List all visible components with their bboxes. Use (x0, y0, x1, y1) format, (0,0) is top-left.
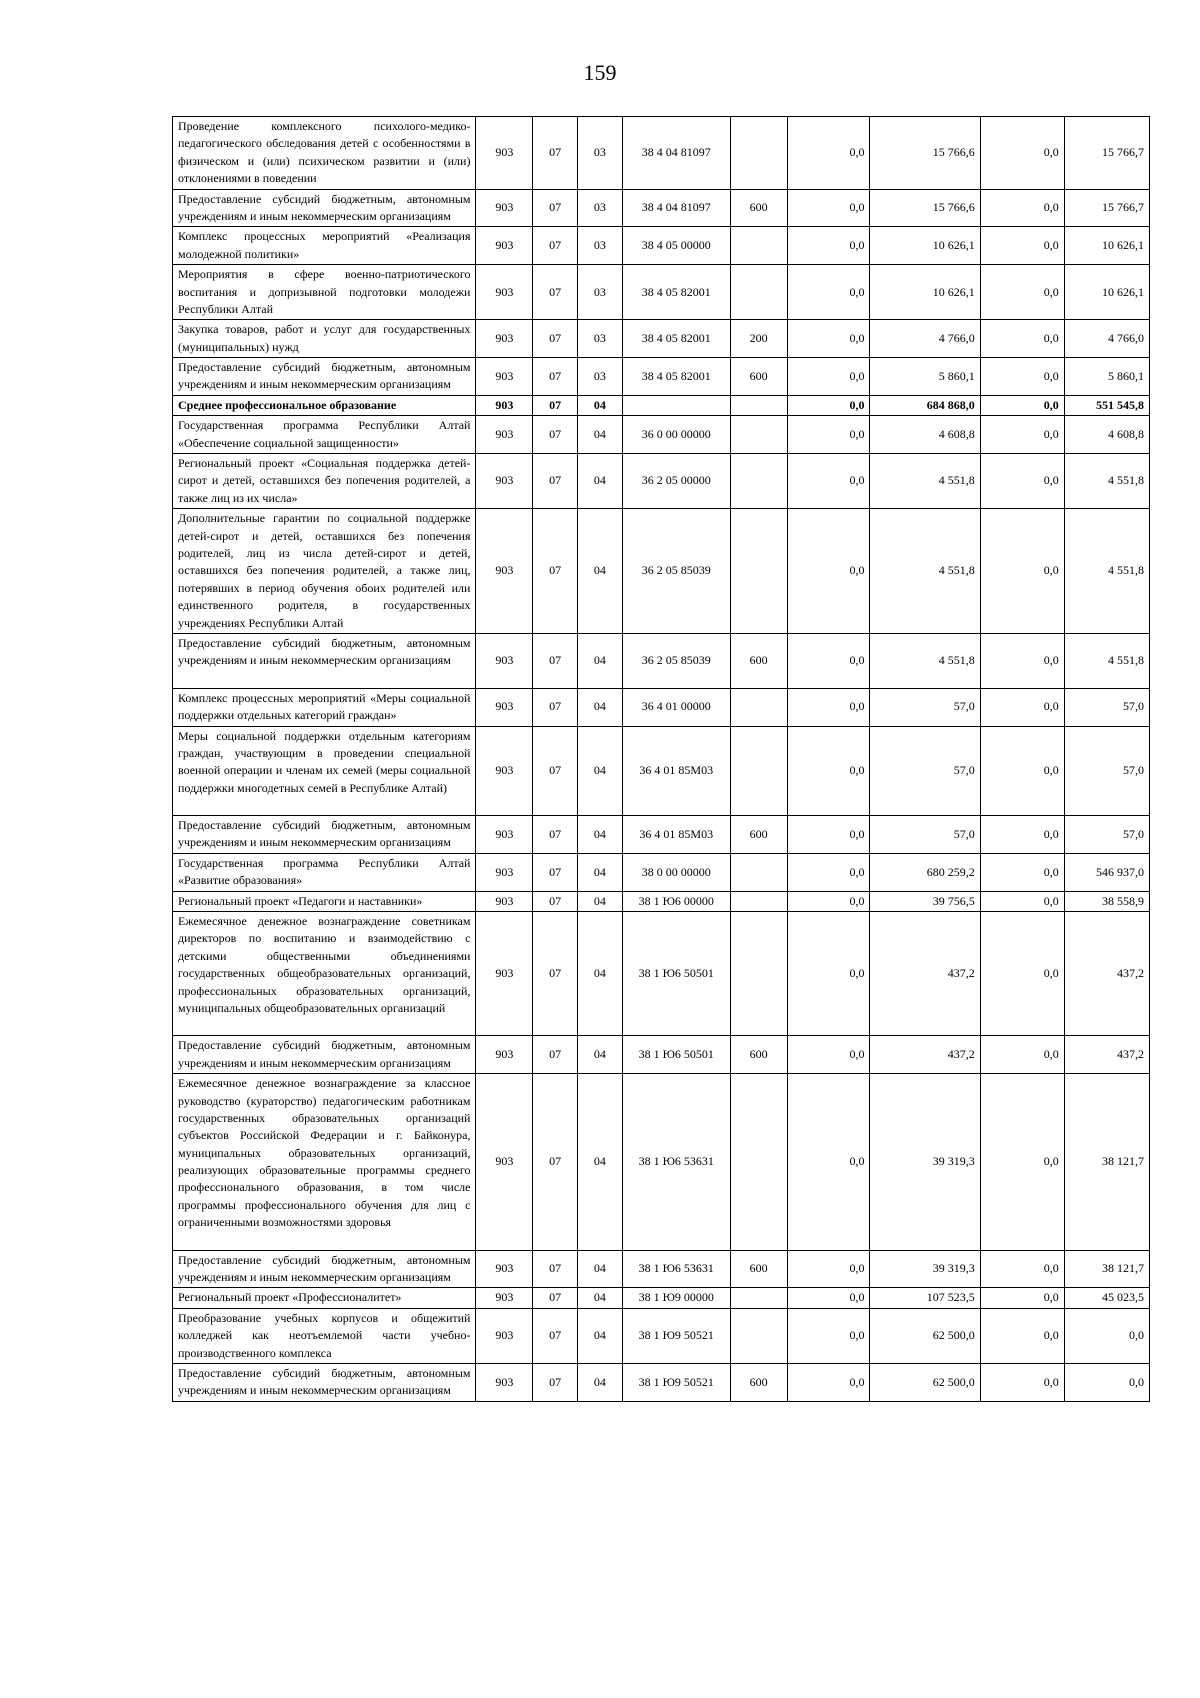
subsection-code: 04 (577, 1250, 622, 1288)
subsection-code: 04 (577, 633, 622, 688)
amount-3: 0,0 (980, 227, 1064, 265)
amount-4: 437,2 (1064, 912, 1149, 1036)
subsection-code: 04 (577, 1308, 622, 1363)
target-article: 36 4 01 85М03 (622, 726, 730, 816)
amount-3: 0,0 (980, 395, 1064, 415)
expense-type (730, 688, 787, 726)
amount-4: 4 551,8 (1064, 633, 1149, 688)
target-article: 38 4 04 81097 (622, 189, 730, 227)
amount-1: 0,0 (787, 416, 870, 454)
amount-1: 0,0 (787, 1250, 870, 1288)
section-code: 07 (533, 633, 578, 688)
expense-type (730, 454, 787, 509)
target-article: 38 1 Ю9 00000 (622, 1288, 730, 1308)
target-article: 38 4 04 81097 (622, 117, 730, 190)
amount-3: 0,0 (980, 688, 1064, 726)
table-row (173, 1288, 1150, 1308)
amount-4: 10 626,1 (1064, 227, 1149, 265)
section-code: 07 (533, 726, 578, 816)
section-code: 07 (533, 891, 578, 911)
section-code: 07 (533, 1308, 578, 1363)
amount-1: 0,0 (787, 1364, 870, 1402)
amount-2: 57,0 (870, 816, 980, 854)
target-article: 38 4 05 82001 (622, 265, 730, 320)
subsection-code: 04 (577, 1036, 622, 1074)
amount-2: 684 868,0 (870, 395, 980, 415)
amount-3: 0,0 (980, 1308, 1064, 1363)
amount-3: 0,0 (980, 416, 1064, 454)
amount-3: 0,0 (980, 189, 1064, 227)
amount-4: 10 626,1 (1064, 265, 1149, 320)
item-name: Государственная программа Республики Алтай «Обеспечение социальной защищенности» (173, 416, 476, 454)
admin-code: 903 (476, 454, 533, 509)
amount-4: 0,0 (1064, 1364, 1149, 1402)
table-row (173, 395, 1150, 415)
expense-type (730, 509, 787, 634)
section-code: 07 (533, 416, 578, 454)
amount-1: 0,0 (787, 1308, 870, 1363)
amount-1: 0,0 (787, 633, 870, 688)
amount-3: 0,0 (980, 509, 1064, 634)
amount-4: 4 551,8 (1064, 454, 1149, 509)
target-article: 36 2 05 00000 (622, 454, 730, 509)
amount-4: 38 558,9 (1064, 891, 1149, 911)
table-row (173, 189, 1150, 227)
section-code: 07 (533, 688, 578, 726)
amount-1: 0,0 (787, 912, 870, 1036)
target-article: 38 1 Ю6 50501 (622, 1036, 730, 1074)
admin-code: 903 (476, 853, 533, 891)
amount-1: 0,0 (787, 853, 870, 891)
section-code: 07 (533, 395, 578, 415)
amount-2: 10 626,1 (870, 265, 980, 320)
amount-3: 0,0 (980, 726, 1064, 816)
section-code: 07 (533, 509, 578, 634)
section-code: 07 (533, 358, 578, 396)
item-name: Предоставление субсидий бюджетным, автономным учреждениям и иным некоммерческим организациям (173, 1036, 476, 1074)
table-row (173, 117, 1150, 190)
item-name: Предоставление субсидий бюджетным, автономным учреждениям и иным некоммерческим организациям (173, 1250, 476, 1288)
admin-code: 903 (476, 509, 533, 634)
amount-1: 0,0 (787, 454, 870, 509)
target-article: 38 4 05 00000 (622, 227, 730, 265)
expense-type (730, 1308, 787, 1363)
amount-2: 57,0 (870, 726, 980, 816)
item-name: Предоставление субсидий бюджетным, автономным учреждениям и иным некоммерческим организациям (173, 1364, 476, 1402)
expense-type (730, 853, 787, 891)
amount-3: 0,0 (980, 358, 1064, 396)
table-row (173, 891, 1150, 911)
table-row (173, 1074, 1150, 1251)
item-name: Предоставление субсидий бюджетным, автономным учреждениям и иным некоммерческим организациям (173, 189, 476, 227)
table-row (173, 265, 1150, 320)
subsection-code: 04 (577, 816, 622, 854)
table-row (173, 1364, 1150, 1402)
amount-3: 0,0 (980, 816, 1064, 854)
section-code: 07 (533, 1036, 578, 1074)
target-article: 36 0 00 00000 (622, 416, 730, 454)
amount-1: 0,0 (787, 265, 870, 320)
subsection-code: 04 (577, 726, 622, 816)
table-row (173, 688, 1150, 726)
amount-1: 0,0 (787, 688, 870, 726)
section-code: 07 (533, 1250, 578, 1288)
amount-2: 39 319,3 (870, 1250, 980, 1288)
amount-3: 0,0 (980, 1364, 1064, 1402)
expense-type (730, 1288, 787, 1308)
target-article: 36 4 01 00000 (622, 688, 730, 726)
table-row (173, 853, 1150, 891)
admin-code: 903 (476, 227, 533, 265)
expense-type (730, 395, 787, 415)
admin-code: 903 (476, 633, 533, 688)
item-name: Государственная программа Республики Алтай «Развитие образования» (173, 853, 476, 891)
amount-3: 0,0 (980, 633, 1064, 688)
amount-1: 0,0 (787, 358, 870, 396)
amount-2: 680 259,2 (870, 853, 980, 891)
expense-type: 600 (730, 1364, 787, 1402)
amount-4: 15 766,7 (1064, 189, 1149, 227)
table-row (173, 1036, 1150, 1074)
amount-1: 0,0 (787, 1036, 870, 1074)
subsection-code: 03 (577, 227, 622, 265)
amount-3: 0,0 (980, 117, 1064, 190)
target-article: 38 4 05 82001 (622, 320, 730, 358)
amount-2: 4 551,8 (870, 454, 980, 509)
expense-type (730, 726, 787, 816)
amount-1: 0,0 (787, 509, 870, 634)
amount-1: 0,0 (787, 1074, 870, 1251)
item-name: Комплекс процессных мероприятий «Меры социальной поддержки отдельных категорий граждан» (173, 688, 476, 726)
admin-code: 903 (476, 912, 533, 1036)
admin-code: 903 (476, 395, 533, 415)
amount-2: 437,2 (870, 1036, 980, 1074)
table-row (173, 454, 1150, 509)
admin-code: 903 (476, 688, 533, 726)
subsection-code: 04 (577, 509, 622, 634)
amount-2: 4 551,8 (870, 633, 980, 688)
item-name: Предоставление субсидий бюджетным, автономным учреждениям и иным некоммерческим организациям (173, 358, 476, 396)
expense-type: 600 (730, 816, 787, 854)
amount-3: 0,0 (980, 912, 1064, 1036)
amount-2: 39 319,3 (870, 1074, 980, 1251)
target-article: 38 1 Ю9 50521 (622, 1308, 730, 1363)
amount-3: 0,0 (980, 1250, 1064, 1288)
section-code: 07 (533, 454, 578, 509)
table-body (173, 117, 1150, 1402)
admin-code: 903 (476, 189, 533, 227)
expense-type: 600 (730, 358, 787, 396)
amount-1: 0,0 (787, 1288, 870, 1308)
amount-4: 4 608,8 (1064, 416, 1149, 454)
amount-3: 0,0 (980, 891, 1064, 911)
section-code: 07 (533, 912, 578, 1036)
table-row (173, 1250, 1150, 1288)
admin-code: 903 (476, 117, 533, 190)
amount-4: 57,0 (1064, 816, 1149, 854)
amount-1: 0,0 (787, 227, 870, 265)
admin-code: 903 (476, 726, 533, 816)
admin-code: 903 (476, 1036, 533, 1074)
subsection-code: 03 (577, 189, 622, 227)
expense-type (730, 117, 787, 190)
target-article: 38 1 Ю6 53631 (622, 1074, 730, 1251)
subsection-code: 04 (577, 1074, 622, 1251)
target-article: 36 2 05 85039 (622, 633, 730, 688)
expense-type (730, 416, 787, 454)
amount-3: 0,0 (980, 1288, 1064, 1308)
amount-1: 0,0 (787, 395, 870, 415)
amount-4: 57,0 (1064, 688, 1149, 726)
target-article: 38 1 Ю6 53631 (622, 1250, 730, 1288)
amount-4: 57,0 (1064, 726, 1149, 816)
amount-4: 4 551,8 (1064, 509, 1149, 634)
expense-type: 600 (730, 1036, 787, 1074)
subsection-code: 04 (577, 1288, 622, 1308)
subsection-code: 04 (577, 454, 622, 509)
item-name: Меры социальной поддержки отдельным категориям граждан, участвующим в проведении специальной военной операции и членам их семей (меры социальной поддержки многодетных семей в Республике Алтай) (173, 726, 476, 816)
amount-1: 0,0 (787, 816, 870, 854)
amount-2: 62 500,0 (870, 1364, 980, 1402)
admin-code: 903 (476, 1288, 533, 1308)
subsection-code: 04 (577, 1364, 622, 1402)
item-name: Среднее профессиональное образование (173, 395, 476, 415)
expense-type: 200 (730, 320, 787, 358)
item-name: Дополнительные гарантии по социальной поддержке детей-сирот и детей, оставшихся без попечения родителей, лиц из числа детей-сирот и детей, оставшихся без попечения родителей, а также лиц, потерявших в период обучения обоих родителей или единственного родителя, в государственных учреждениях Республики Алтай (173, 509, 476, 634)
item-name: Преобразование учебных корпусов и общежитий колледжей как неотъемлемой части учебно-производственного комплекса (173, 1308, 476, 1363)
section-code: 07 (533, 265, 578, 320)
amount-2: 107 523,5 (870, 1288, 980, 1308)
admin-code: 903 (476, 1250, 533, 1288)
table-row (173, 509, 1150, 634)
expense-type (730, 227, 787, 265)
section-code: 07 (533, 1288, 578, 1308)
amount-3: 0,0 (980, 265, 1064, 320)
table-row (173, 633, 1150, 688)
amount-1: 0,0 (787, 117, 870, 190)
admin-code: 903 (476, 320, 533, 358)
amount-2: 437,2 (870, 912, 980, 1036)
target-article: 38 0 00 00000 (622, 853, 730, 891)
subsection-code: 04 (577, 688, 622, 726)
expense-type: 600 (730, 633, 787, 688)
amount-3: 0,0 (980, 853, 1064, 891)
amount-2: 39 756,5 (870, 891, 980, 911)
amount-2: 62 500,0 (870, 1308, 980, 1363)
table-row (173, 320, 1150, 358)
target-article: 36 4 01 85М03 (622, 816, 730, 854)
section-code: 07 (533, 1364, 578, 1402)
section-code: 07 (533, 320, 578, 358)
amount-3: 0,0 (980, 320, 1064, 358)
target-article: 36 2 05 85039 (622, 509, 730, 634)
amount-3: 0,0 (980, 1036, 1064, 1074)
amount-3: 0,0 (980, 1074, 1064, 1251)
amount-1: 0,0 (787, 189, 870, 227)
expense-type: 600 (730, 1250, 787, 1288)
table-row (173, 358, 1150, 396)
subsection-code: 04 (577, 395, 622, 415)
table-row (173, 726, 1150, 816)
amount-4: 15 766,7 (1064, 117, 1149, 190)
subsection-code: 04 (577, 912, 622, 1036)
target-article: 38 4 05 82001 (622, 358, 730, 396)
item-name: Мероприятия в сфере военно-патриотического воспитания и допризывной подготовки молодежи Республики Алтай (173, 265, 476, 320)
amount-2: 10 626,1 (870, 227, 980, 265)
target-article: 38 1 Ю9 50521 (622, 1364, 730, 1402)
amount-3: 0,0 (980, 454, 1064, 509)
subsection-code: 03 (577, 117, 622, 190)
expense-type (730, 265, 787, 320)
expense-type (730, 912, 787, 1036)
item-name: Проведение комплексного психолого-медико-педагогического обследования детей с особенностями в физическом и (или) психическом развитии и (или) отклонениями в поведении (173, 117, 476, 190)
budget-table (172, 116, 1150, 1402)
admin-code: 903 (476, 891, 533, 911)
section-code: 07 (533, 189, 578, 227)
admin-code: 903 (476, 358, 533, 396)
amount-2: 15 766,6 (870, 117, 980, 190)
item-name: Ежемесячное денежное вознаграждение советникам директоров по воспитанию и взаимодействию с детскими общественными объединениями государственных общеобразовательных организаций, профессиональных образовательных организаций, муниципальных общеобразовательных организаций (173, 912, 476, 1036)
amount-2: 15 766,6 (870, 189, 980, 227)
item-name: Ежемесячное денежное вознаграждение за классное руководство (кураторство) педагогическим работникам государственных образовательных организаций субъектов Российской Федерации и г. Байконура, муниципальных образовательных организаций, реализующих образовательные программы среднего профессионального образования, в том числе программы профессионального обучения для лиц с ограниченными возможностями здоровья (173, 1074, 476, 1251)
amount-1: 0,0 (787, 726, 870, 816)
item-name: Региональный проект «Педагоги и наставники» (173, 891, 476, 911)
amount-4: 38 121,7 (1064, 1074, 1149, 1251)
subsection-code: 03 (577, 358, 622, 396)
section-code: 07 (533, 816, 578, 854)
subsection-code: 04 (577, 891, 622, 911)
amount-2: 4 551,8 (870, 509, 980, 634)
amount-4: 437,2 (1064, 1036, 1149, 1074)
amount-4: 0,0 (1064, 1308, 1149, 1363)
table-row (173, 416, 1150, 454)
amount-1: 0,0 (787, 320, 870, 358)
table-row (173, 227, 1150, 265)
amount-4: 38 121,7 (1064, 1250, 1149, 1288)
expense-type (730, 1074, 787, 1251)
item-name: Региональный проект «Социальная поддержка детей-сирот и детей, оставшихся без попечения родителей, а также лиц из их числа» (173, 454, 476, 509)
target-article (622, 395, 730, 415)
amount-4: 45 023,5 (1064, 1288, 1149, 1308)
amount-1: 0,0 (787, 891, 870, 911)
section-code: 07 (533, 117, 578, 190)
admin-code: 903 (476, 1308, 533, 1363)
item-name: Предоставление субсидий бюджетным, автономным учреждениям и иным некоммерческим организациям (173, 816, 476, 854)
expense-type: 600 (730, 189, 787, 227)
admin-code: 903 (476, 265, 533, 320)
amount-2: 57,0 (870, 688, 980, 726)
amount-2: 4 766,0 (870, 320, 980, 358)
admin-code: 903 (476, 416, 533, 454)
table-row (173, 816, 1150, 854)
subsection-code: 03 (577, 320, 622, 358)
table-row (173, 1308, 1150, 1363)
amount-4: 546 937,0 (1064, 853, 1149, 891)
amount-2: 5 860,1 (870, 358, 980, 396)
subsection-code: 04 (577, 853, 622, 891)
admin-code: 903 (476, 1364, 533, 1402)
page-number: 159 (583, 60, 617, 85)
target-article: 38 1 Ю6 50501 (622, 912, 730, 1036)
subsection-code: 04 (577, 416, 622, 454)
amount-4: 551 545,8 (1064, 395, 1149, 415)
item-name: Комплекс процессных мероприятий «Реализация молодежной политики» (173, 227, 476, 265)
section-code: 07 (533, 227, 578, 265)
item-name: Закупка товаров, работ и услуг для государственных (муниципальных) нужд (173, 320, 476, 358)
admin-code: 903 (476, 816, 533, 854)
section-code: 07 (533, 1074, 578, 1251)
section-code: 07 (533, 853, 578, 891)
amount-4: 4 766,0 (1064, 320, 1149, 358)
amount-4: 5 860,1 (1064, 358, 1149, 396)
item-name: Региональный проект «Профессионалитет» (173, 1288, 476, 1308)
expense-type (730, 891, 787, 911)
table-row (173, 912, 1150, 1036)
subsection-code: 03 (577, 265, 622, 320)
target-article: 38 1 Ю6 00000 (622, 891, 730, 911)
admin-code: 903 (476, 1074, 533, 1251)
item-name: Предоставление субсидий бюджетным, автономным учреждениям и иным некоммерческим организациям (173, 633, 476, 688)
amount-2: 4 608,8 (870, 416, 980, 454)
